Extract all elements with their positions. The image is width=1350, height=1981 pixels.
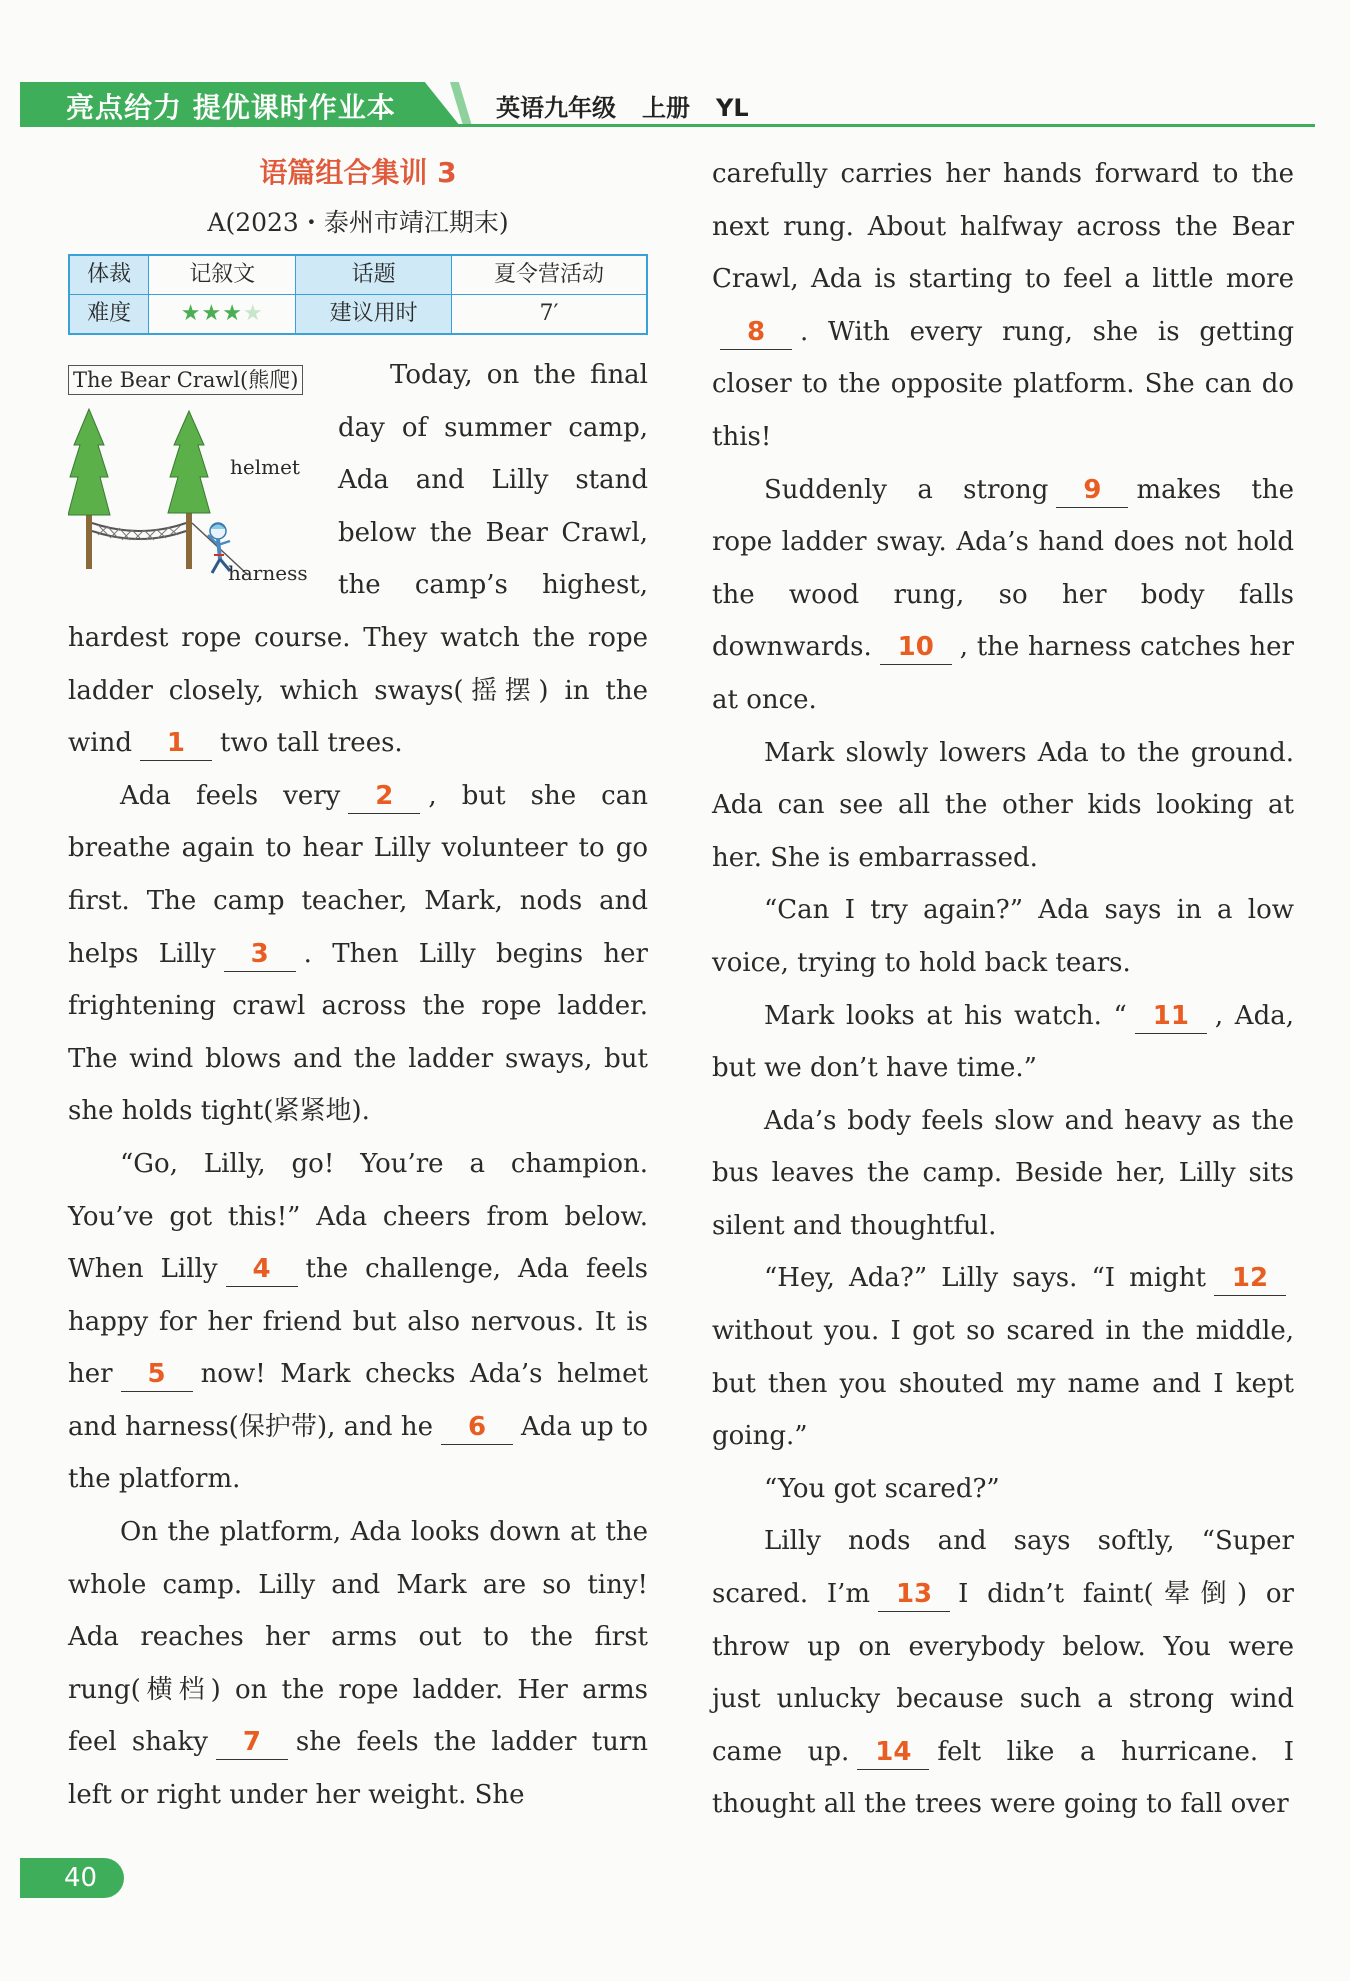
paragraph-5: carefully carries her hands forward to the next rung. About halfway across the Bear Crawl, Ada is starting to feel a little more8 . With every rung, she is getting closer to the opposite platform. She can do this! <box>712 159 1294 452</box>
answer-blank-7[interactable]: 7 <box>216 1725 288 1760</box>
difficulty-rating <box>149 295 296 335</box>
answer-blank-2[interactable]: 2 <box>348 779 420 814</box>
paragraph-4: On the platform, Ada looks down at the whole camp. Lilly and Mark are so tiny! Ada reaches her arms out to the first rung(横档) on the rope ladder. Her arms feel shaky 7 she feels the ladder turn left or right under her weight. She <box>68 1517 648 1811</box>
header-subtitle <box>496 88 775 123</box>
time-label: 建议用时 <box>296 295 452 335</box>
answer-blank-8[interactable]: 8 <box>720 315 792 350</box>
edition-label: YL <box>716 94 749 122</box>
paragraph-2: Ada feels very 2 , but she can breathe again to hear Lilly volunteer to go first. The camp teacher, Mark, nods and helps Lilly 3 . Then Lilly begins her frightening crawl across the rope ladder. The wind blows and the ladder sways, but she holds tight(紧紧地). <box>68 780 648 1127</box>
right-column <box>712 148 1294 1831</box>
answer-blank-3[interactable]: 3 <box>224 937 296 972</box>
helmet-label: helmet <box>230 455 300 479</box>
answer-blank-6[interactable]: 6 <box>441 1410 513 1445</box>
genre-value: 记叙文 <box>149 255 296 295</box>
answer-blank-14[interactable]: 14 <box>857 1735 929 1770</box>
harness-label: harness <box>228 561 308 585</box>
paragraph-12: “You got scared?” <box>764 1473 1000 1504</box>
answer-blank-11[interactable]: 11 <box>1135 999 1207 1034</box>
star-rating-icon: ★★★★ <box>180 301 264 326</box>
paragraph-13: Lilly nods and says softly, “Super scared. I’m 13 I didn’t faint(晕倒) or throw up on everybody below. You were just unlucky because such a strong wind came up. 14 felt like a hurricane. I thought all the trees were going to fall over <box>712 1526 1295 1820</box>
volume-label: 上册 <box>642 94 690 122</box>
left-column <box>68 148 648 1822</box>
bear-crawl-illustration <box>68 349 326 585</box>
topic-value: 夏令营活动 <box>452 255 647 295</box>
rope-course-drawing-icon <box>68 405 258 581</box>
paragraph-7: Mark slowly lowers Ada to the ground. Ada can see all the other kids looking at her. She is embarrassed. <box>712 737 1294 873</box>
paragraph-3: “Go, Lilly, go! You’re a champion. You’ve got this!” Ada cheers from below. When Lilly 4 the challenge, Ada feels happy for her friend but also nervous. It is her 5 now! Mark checks Ada’s helmet and harness(保护带), and he 6 Ada up to the platform. <box>68 1148 649 1495</box>
difficulty-label: 难度 <box>69 295 149 335</box>
page-number: 40 <box>20 1858 124 1898</box>
figure-caption: The Bear Crawl(熊爬) <box>68 365 303 395</box>
answer-blank-10[interactable]: 10 <box>880 630 952 665</box>
answer-blank-5[interactable]: 5 <box>121 1357 193 1392</box>
series-title: 亮点给力 提优课时作业本 <box>66 91 396 124</box>
answer-blank-1[interactable]: 1 <box>140 726 212 761</box>
passage-info-table <box>68 254 648 335</box>
answer-blank-9[interactable]: 9 <box>1056 473 1128 508</box>
subject-label: 英语九年级 <box>496 94 616 122</box>
answer-blank-4[interactable]: 4 <box>226 1252 298 1287</box>
genre-label: 体裁 <box>69 255 149 295</box>
answer-blank-13[interactable]: 13 <box>878 1577 950 1612</box>
topic-label: 话题 <box>296 255 452 295</box>
section-title: 语篇组合集训 3 <box>259 156 457 189</box>
paragraph-6: Suddenly a strong 9 makes the rope ladder sway. Ada’s hand does not hold the wood rung, so her body falls downwards. 10 , the harness catches her at once. <box>712 474 1294 715</box>
paragraph-9: Mark looks at his watch. “ 11 , Ada, but we don’t have time.” <box>712 1000 1294 1084</box>
answer-blank-12[interactable]: 12 <box>1214 1261 1286 1296</box>
paragraph-1: Today, on the final day of summer camp, Ada and Lilly stand below the Bear Crawl, the camp’s highest, hardest rope course. They watch the rope ladder closely, which sways(摇摆) in the wind 1 two tall trees. <box>68 349 648 770</box>
paragraph-10: Ada’s body feels slow and heavy as the bus leaves the camp. Beside her, Lilly sits silent and thoughtful. <box>712 1105 1294 1241</box>
passage-source: A(2023・泰州市靖江期末) <box>207 208 509 237</box>
paragraph-8: “Can I try again?” Ada says in a low voice, trying to hold back tears. <box>712 895 1294 978</box>
time-value: 7′ <box>452 295 647 335</box>
paragraph-11: “Hey, Ada?” Lilly says. “I might 12without you. I got so scared in the middle, but then you shouted my name and I kept going.” <box>712 1263 1294 1452</box>
